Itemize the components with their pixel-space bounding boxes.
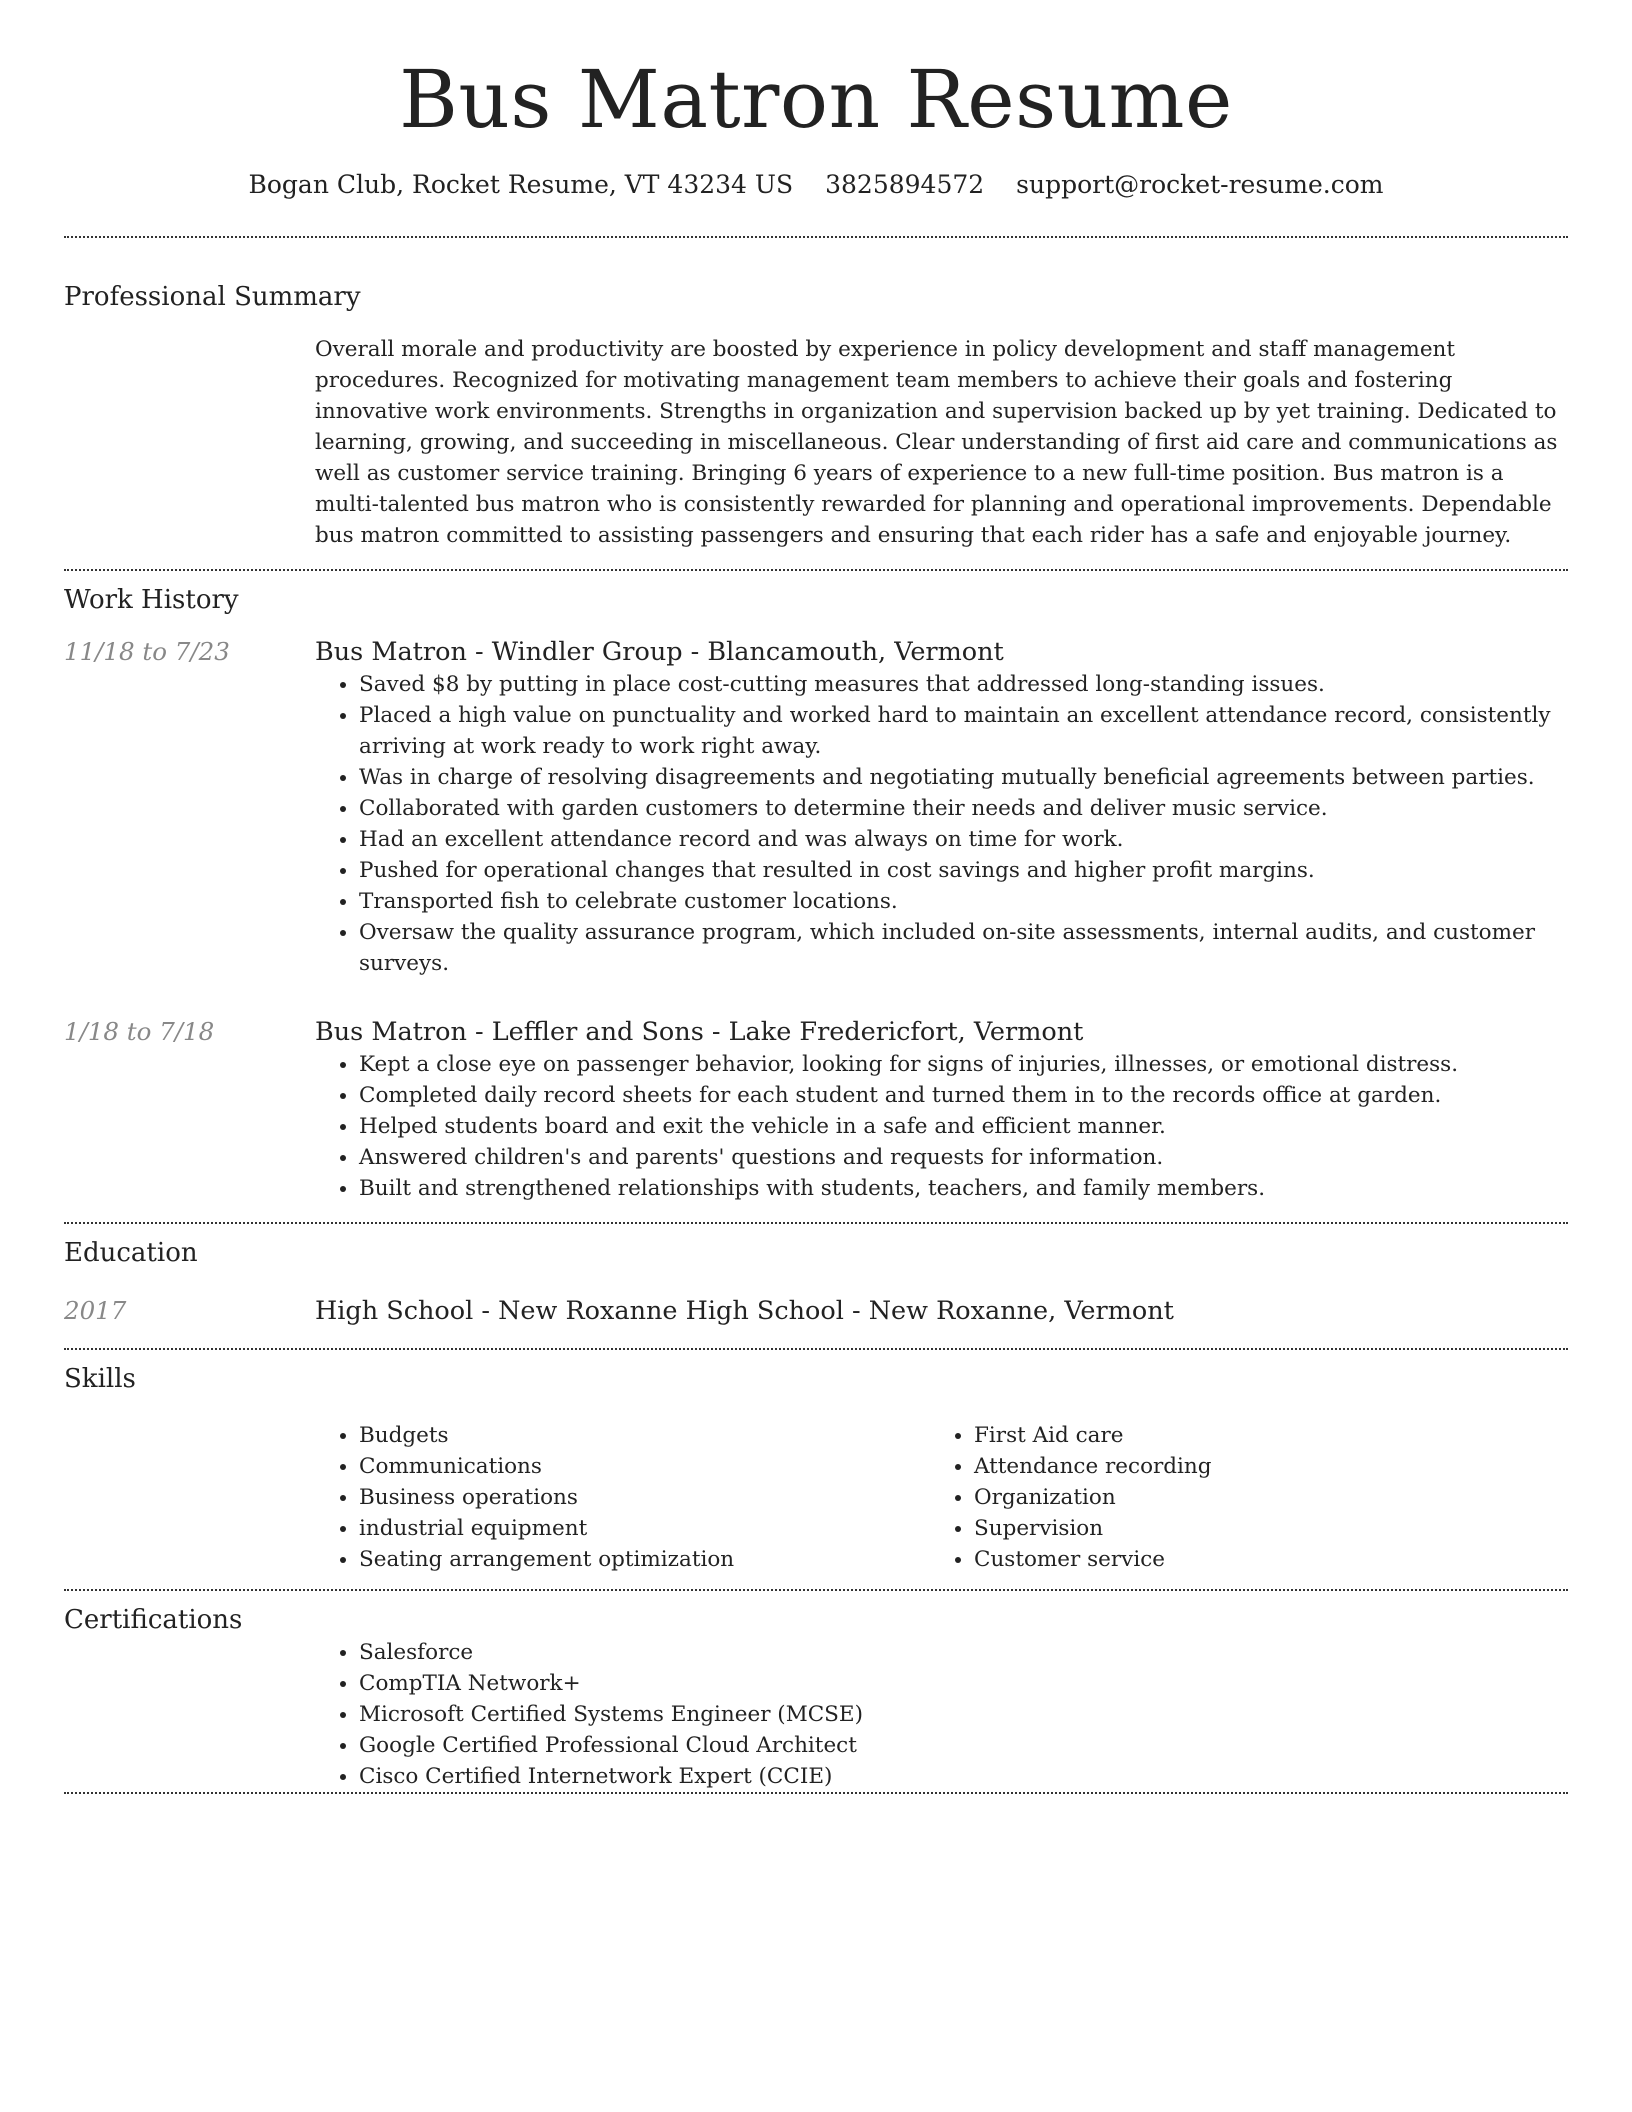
summary-heading: Professional Summary (64, 282, 361, 312)
education-entry (64, 1294, 1568, 1328)
list-item: • Microsoft Certified Systems Engineer (MCSE) (359, 1699, 1560, 1730)
list-item: • Business operations (359, 1482, 930, 1513)
contact-address: Bogan Club, Rocket Resume, VT 43234 US (248, 170, 794, 199)
list-item: • Supervision (974, 1513, 1545, 1544)
job-entry (64, 1015, 1568, 1049)
skills-columns (315, 1420, 1568, 1575)
job-date: 11/18 to 7/23 (64, 637, 230, 666)
list-item: • Had an excellent attendance record and was always on time for work. (359, 824, 1560, 855)
skills-heading: Skills (64, 1364, 136, 1394)
list-item: • Kept a close eye on passenger behavior, looking for signs of injuries, illnesses, or emotional distress. (359, 1049, 1560, 1080)
list-item: • Communications (359, 1451, 930, 1482)
list-item: • Collaborated with garden customers to determine their needs and deliver music service. (359, 793, 1560, 824)
list-item: • Answered children's and parents' questions and requests for information. (359, 1142, 1560, 1173)
list-item: • Built and strengthened relationships with students, teachers, and family members. (359, 1173, 1560, 1204)
list-item: • Completed daily record sheets for each student and turned them in to the records office at garden. (359, 1080, 1560, 1111)
resume-title: Bus Matron Resume (399, 53, 1233, 146)
list-item: • Oversaw the quality assurance program, which included on-site assessments, internal audits, and customer surveys. (359, 917, 1560, 979)
list-item: • industrial equipment (359, 1513, 930, 1544)
contact-email: support@rocket-resume.com (1016, 170, 1384, 199)
list-item: • Budgets (359, 1420, 930, 1451)
certifications-list (315, 1637, 1560, 1792)
list-item: • Seating arrangement optimization (359, 1544, 930, 1575)
section-divider (64, 1792, 1568, 1794)
list-item: • Was in charge of resolving disagreements and negotiating mutually beneficial agreements between parties. (359, 762, 1560, 793)
job-bullet-list (315, 669, 1560, 979)
certifications-heading: Certifications (64, 1605, 243, 1635)
list-item: • CompTIA Network+ (359, 1668, 1560, 1699)
education-title: High School - New Roxanne High School - New Roxanne, Vermont (315, 1296, 1174, 1326)
job-title: Bus Matron - Leffler and Sons - Lake Fredericfort, Vermont (315, 1017, 1084, 1047)
list-item: • Saved $8 by putting in place cost-cutting measures that addressed long-standing issues. (359, 669, 1560, 700)
summary-text: Overall morale and productivity are boosted by experience in policy development and staff management procedures. Recognized for motivating management team members to achieve their goals and fostering innovative work environments. Strengths in organization and supervision backed up by yet training. Dedicated to learning, growing, and succeeding in miscellaneous. Clear understanding of first aid care and communications as well as customer service training. Bringing 6 years of experience to a new full-time position. Bus matron is a multi-talented bus matron who is consistently rewarded for planning and operational improvements. Dependable bus matron committed to assisting passengers and ensuring that each rider has a safe and enjoyable journey. (315, 337, 1558, 548)
section-divider (64, 569, 1568, 571)
contact-phone: 3825894572 (825, 170, 985, 199)
list-item: • Transported fish to celebrate customer locations. (359, 886, 1560, 917)
list-item: • Placed a high value on punctuality and worked hard to maintain an excellent attendance record, consistently arriving at work ready to work right away. (359, 700, 1560, 762)
list-item: • Pushed for operational changes that resulted in cost savings and higher profit margins. (359, 855, 1560, 886)
list-item: • Cisco Certified Internetwork Expert (CCIE) (359, 1761, 1560, 1792)
list-item: • Customer service (974, 1544, 1545, 1575)
section-divider (64, 1222, 1568, 1224)
education-date: 2017 (64, 1296, 127, 1325)
contact-info (64, 168, 1568, 202)
job-title: Bus Matron - Windler Group - Blancamouth, Vermont (315, 637, 1004, 667)
job-date: 1/18 to 7/18 (64, 1017, 215, 1046)
work-history-heading: Work History (64, 585, 239, 615)
list-item: • Salesforce (359, 1637, 1560, 1668)
education-heading: Education (64, 1238, 198, 1268)
list-item: • Helped students board and exit the vehicle in a safe and efficient manner. (359, 1111, 1560, 1142)
list-item: • Google Certified Professional Cloud Architect (359, 1730, 1560, 1761)
resume-page (64, 0, 1568, 1794)
job-entry (64, 635, 1568, 669)
list-item: • First Aid care (974, 1420, 1545, 1451)
skills-list-left (315, 1420, 930, 1575)
section-divider (64, 236, 1568, 238)
list-item: • Organization (974, 1482, 1545, 1513)
list-item: • Attendance recording (974, 1451, 1545, 1482)
section-divider (64, 1348, 1568, 1350)
section-divider (64, 1589, 1568, 1591)
job-bullet-list (315, 1049, 1560, 1204)
skills-list-right (930, 1420, 1545, 1575)
